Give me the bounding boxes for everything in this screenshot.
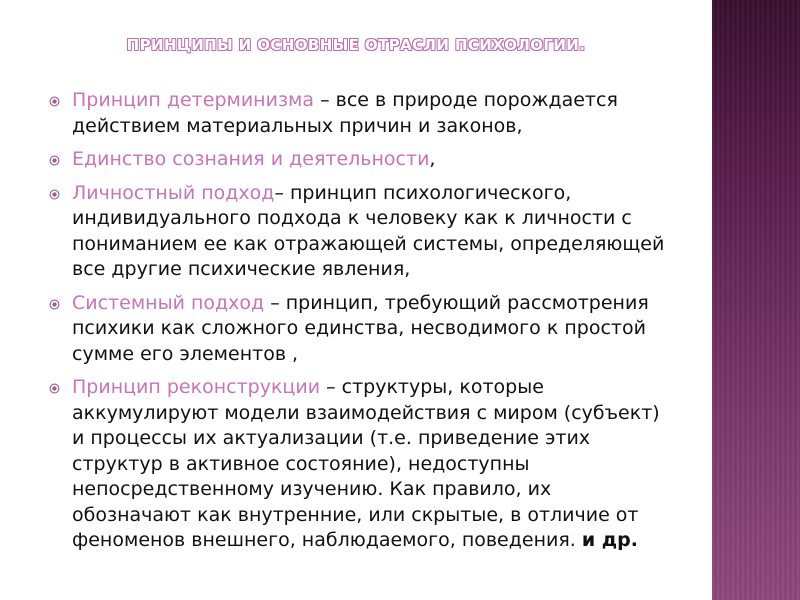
- bullet-item: [48, 88, 673, 139]
- bullet-term: Принцип детерминизма: [72, 89, 315, 111]
- bullet-term: Единство сознания и деятельности: [72, 148, 430, 170]
- bullet-text: ,: [429, 148, 436, 170]
- bullet-text: – принцип, требующий рассмотрения психики как сложного единства, несводимого к простой сумме его элементов ,: [72, 291, 649, 365]
- circled-dot-icon: [49, 383, 60, 394]
- circled-dot-icon: [49, 189, 60, 200]
- bullet-term: Личностный подход: [72, 181, 275, 204]
- bullet-trail: и др.: [581, 529, 638, 551]
- bullet-term: Принцип реконструкции: [72, 376, 321, 398]
- bullet-text: – принцип психологического, индивидуального подхода к человеку как к личности с пониманием ее как отражающей системы, определяющей все другие психические явления,: [72, 181, 665, 280]
- circled-dot-icon: [49, 155, 60, 166]
- bullet-item: [48, 375, 673, 554]
- sidebar-texture: [712, 0, 800, 600]
- bullet-text: – все в природе порождается действием материальных причин и законов,: [72, 89, 618, 137]
- slide-title: ПРИНЦИПЫ И ОСНОВНЫЕ ОТРАСЛИ ПСИХОЛОГИИ.: [126, 36, 586, 54]
- circled-dot-icon: [49, 299, 60, 310]
- circled-dot-icon: [49, 96, 60, 107]
- bullet-term: Системный подход: [72, 291, 265, 314]
- bullet-list: [48, 88, 673, 554]
- bullet-item: [48, 147, 673, 173]
- bullet-item: [48, 291, 673, 368]
- slide-content: [48, 88, 673, 562]
- bullet-item: [48, 181, 673, 283]
- bullet-text: – структуры, которые аккумулируют модели взаимодействия с миром (субъект) и процессы их актуализации (т.е. приведение этих структур в активное состояние), недоступны непосредственному изучению. Как правило, их обозначают как внутренние, или скрытые, в отличие от феноменов внешнего, наблюдаемого, поведения.: [72, 376, 660, 551]
- decorative-sidebar: [712, 0, 800, 600]
